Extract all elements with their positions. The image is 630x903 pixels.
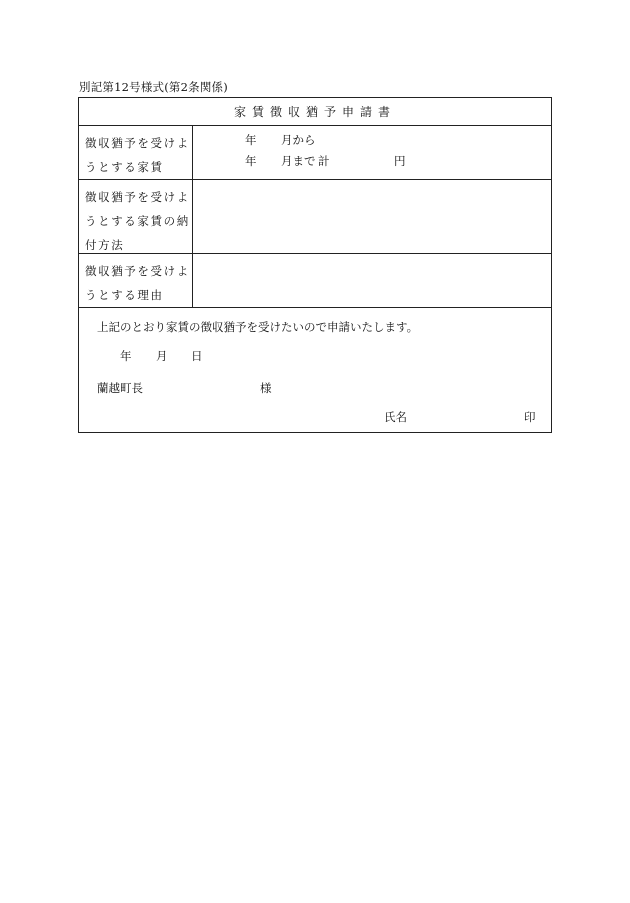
application-date[interactable] [120, 348, 203, 364]
month-from-label: 月から [281, 133, 316, 147]
label-line: うとする理由 [85, 288, 164, 302]
rent-period-label [79, 126, 193, 179]
period-until-line [245, 153, 406, 169]
payment-method-label [79, 180, 193, 253]
declaration-section [79, 308, 551, 434]
label-line: 徴収猶予を受けよ [85, 264, 190, 278]
reason-row [79, 254, 551, 308]
reason-field[interactable] [193, 254, 551, 307]
year-label: 年 [245, 133, 257, 147]
addressee: 蘭越町長 [97, 381, 143, 395]
total-label: 計 [318, 154, 330, 168]
rent-period-row [79, 126, 551, 180]
date-day-label: 日 [191, 349, 203, 363]
label-line: 付方法 [85, 238, 125, 252]
label-line: 徴収猶予を受けよ [85, 136, 190, 150]
application-form [78, 97, 552, 433]
seal-mark: 印 [524, 410, 536, 424]
form-title: 家賃徴収猶予申請書 [79, 98, 551, 126]
yen-label: 円 [394, 154, 406, 168]
honorific: 様 [260, 381, 272, 395]
declaration-statement: 上記のとおり家賃の徴収猶予を受けたいので申請いたします。 [97, 320, 419, 334]
year-label: 年 [245, 154, 257, 168]
reason-label [79, 254, 193, 307]
month-until-label: 月まで [281, 154, 316, 168]
form-caption: 別記第12号様式(第2条関係) [79, 80, 228, 94]
period-from-line [245, 132, 316, 148]
date-year-label: 年 [120, 349, 132, 363]
payment-method-field[interactable] [193, 180, 551, 253]
date-month-label: 月 [156, 349, 168, 363]
payment-method-row [79, 180, 551, 254]
label-line: うとする家賃の納 [85, 214, 190, 228]
rent-period-field[interactable] [193, 126, 551, 179]
applicant-name-label: 氏名 [384, 410, 407, 424]
label-line: 徴収猶予を受けよ [85, 190, 190, 204]
label-line: うとする家賃 [85, 160, 164, 174]
